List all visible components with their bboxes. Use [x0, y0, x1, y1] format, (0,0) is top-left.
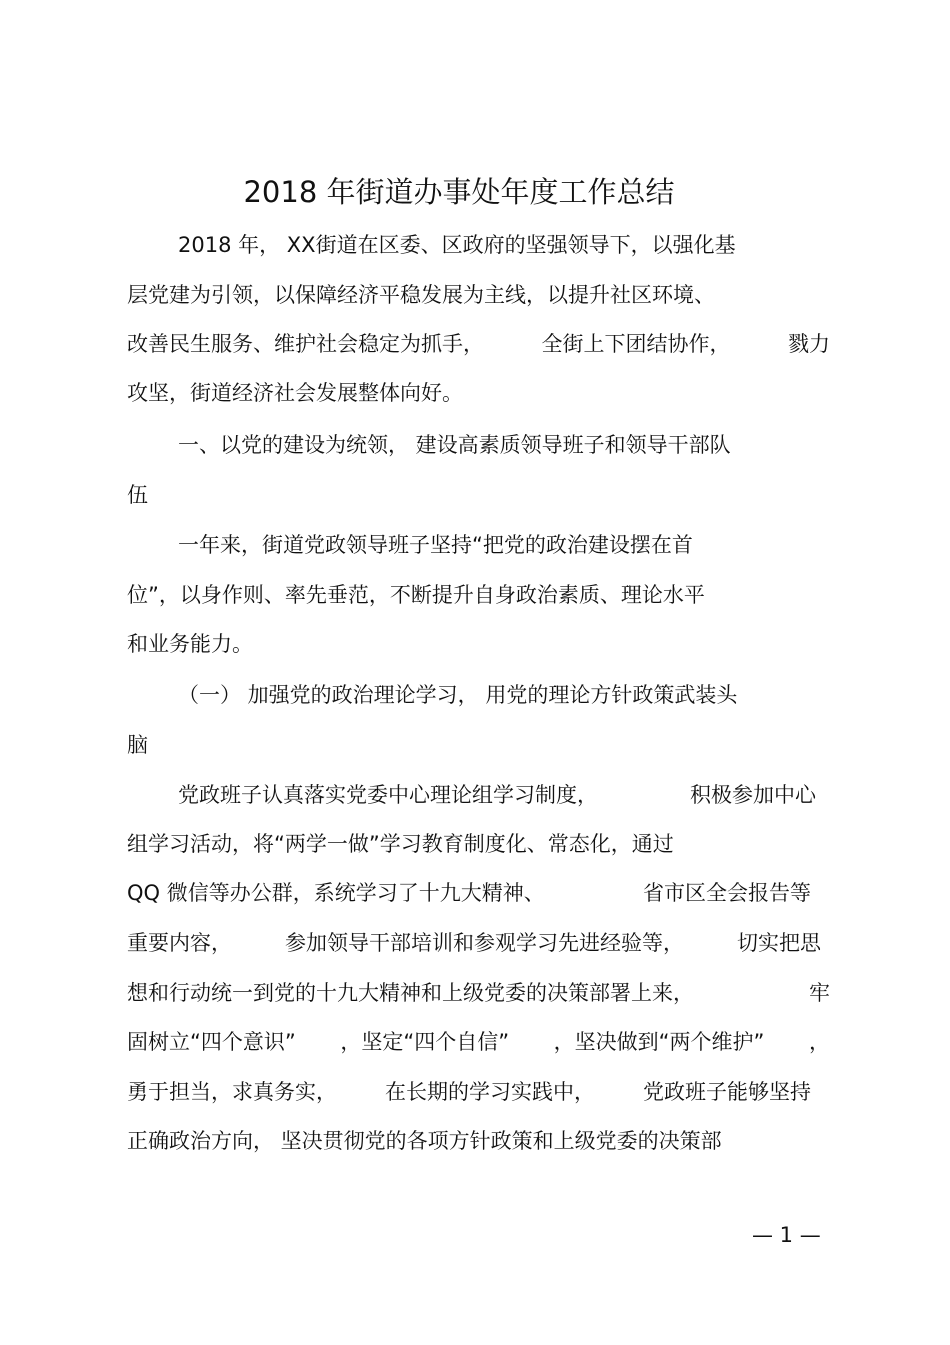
paragraph-3-line-8: 正确政治方向， 坚决贯彻党的各项方针政策和上级党委的决策部: [127, 1129, 722, 1153]
paragraph-3-line-6: [127, 1027, 830, 1057]
text-segment: ，: [808, 1030, 830, 1054]
paragraph-1-line-4: 攻坚，街道经济社会发展整体向好。: [127, 381, 463, 405]
text-segment: ，坚定“四个自信”: [340, 1030, 510, 1054]
text-segment: 省市区全会报告等: [643, 881, 811, 905]
paragraph-2-line-1: 一年来，街道党政领导班子坚持“把党的政治建设摆在首: [178, 533, 693, 557]
text-segment: 勇于担当，求真务实，: [127, 1080, 337, 1104]
paragraph-3-line-1: [178, 780, 816, 810]
text-segment: 在长期的学习实践中，: [385, 1080, 595, 1104]
paragraph-3-line-7: [127, 1077, 811, 1107]
section-heading-1-line-2: 伍: [127, 483, 148, 507]
paragraph-1-line-2: 层党建为引领，以保障经济平稳发展为主线，以提升社区环境、: [127, 283, 715, 307]
section-heading-1-line-1: 一、以党的建设为统领， 建设高素质领导班子和领导干部队: [178, 433, 731, 457]
text-segment: 党政班子能够坚持: [643, 1080, 811, 1104]
text-segment: 切实把思: [737, 931, 821, 955]
page-number: — 1 —: [752, 1223, 821, 1247]
paragraph-3-line-2: 组学习活动，将“两学一做”学习教育制度化、常态化，通过: [127, 832, 674, 856]
section-heading-2-line-2: 脑: [127, 733, 148, 757]
document-title: 2018 年街道办事处年度工作总结: [243, 175, 675, 209]
paragraph-3-line-5: [127, 978, 830, 1008]
section-heading-2-line-1: （一） 加强党的政治理论学习， 用党的理论方针政策武装头: [178, 683, 738, 707]
text-segment: QQ 微信等办公群，系统学习了十九大精神、: [127, 881, 545, 905]
text-segment: 积极参加中心: [690, 783, 816, 807]
paragraph-1-line-1: 2018 年， XX街道在区委、区政府的坚强领导下，以强化基: [178, 233, 736, 257]
paragraph-3-line-3: [127, 878, 811, 908]
paragraph-2-line-2: 位”，以身作则、率先垂范，不断提升自身政治素质、理论水平: [127, 583, 705, 607]
text-segment: 固树立“四个意识”: [127, 1030, 296, 1054]
text-segment: 改善民生服务、维护社会稳定为抓手，: [127, 332, 484, 356]
text-segment: 参加领导干部培训和参观学习先进经验等，: [285, 931, 684, 955]
text-segment: 戮力: [788, 332, 830, 356]
text-segment: 全街上下团结协作，: [541, 332, 731, 356]
text-segment: 党政班子认真落实党委中心理论组学习制度，: [178, 783, 598, 807]
paragraph-2-line-3: 和业务能力。: [127, 632, 253, 656]
text-segment: 牢: [809, 981, 830, 1005]
paragraph-1-line-3: [127, 329, 830, 359]
text-segment: 想和行动统一到党的十九大精神和上级党委的决策部署上来，: [127, 981, 694, 1005]
text-segment: 重要内容，: [127, 931, 232, 955]
text-segment: ，坚决做到“两个维护”: [553, 1030, 765, 1054]
paragraph-3-line-4: [127, 928, 821, 958]
